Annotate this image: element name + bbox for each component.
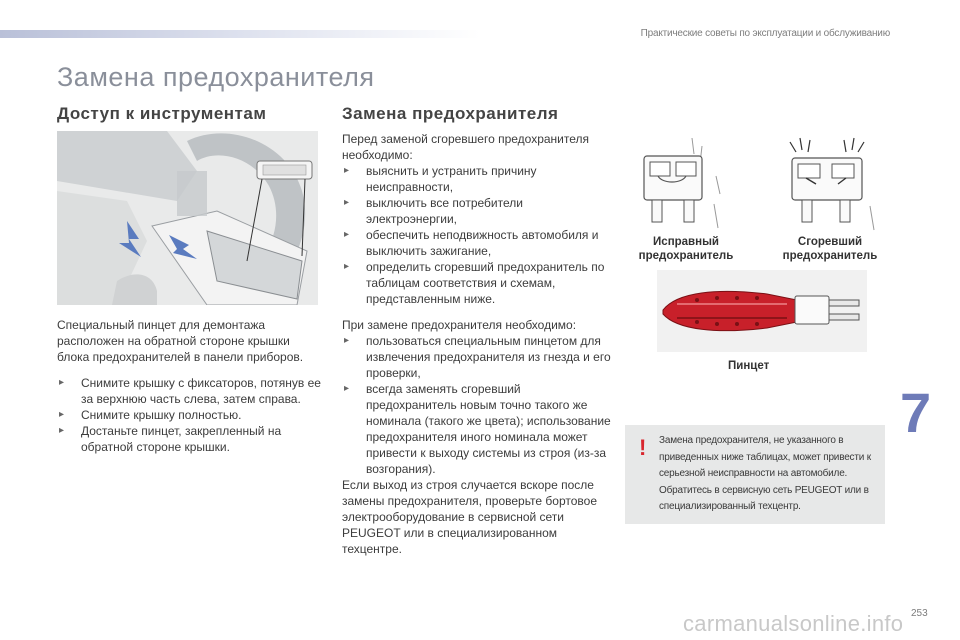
warning-text: Замена предохранителя, не указанного в приведенных ниже таблицах, может привести к серьезной неисправности на автомобиле. Обратитесь в сервисную сеть PEUGEOT или в специализированный техцентр. — [659, 435, 871, 512]
replacement-steps — [342, 333, 612, 477]
warning-box — [625, 425, 885, 524]
watermark: carmanualsonline.info — [683, 611, 904, 636]
page-title: Замена предохранителя — [57, 62, 375, 92]
list-item: ▸ выяснить и устранить причину неисправности, — [342, 163, 612, 195]
tweezer-label: Пинцет — [728, 360, 770, 372]
blown-fuse-label: Сгоревший предохранитель — [782, 236, 878, 262]
list-item: ▸ обеспечить неподвижность автомобиля и выключить зажигание, — [342, 227, 612, 259]
list-item: ▸ выключить все потребители электроэнергии, — [342, 195, 612, 227]
closing-text: Если выход из строя случается вскоре после замены предохранителя, проверьте бортовое электрооборудование в сервисной сети PEUGEOT или в специализированном техцентре. — [342, 478, 597, 556]
list-item: ▸ Снимите крышку с фиксаторов, потянув ее за верхнюю часть слева, затем справа. — [57, 375, 322, 407]
chapter-number: 7 — [900, 381, 932, 444]
fuse-tweezer-illustration — [657, 270, 867, 352]
page-number: 253 — [911, 608, 928, 619]
before-replacement-steps — [342, 163, 612, 307]
good-fuse-illustration — [632, 136, 740, 232]
section-heading-fuse-replacement: Замена предохранителя — [342, 104, 559, 123]
running-head: Практические советы по эксплуатации и обслуживанию — [640, 28, 890, 39]
replacement-intro: При замене предохранителя необходимо: — [342, 318, 577, 332]
dashboard-illustration — [57, 131, 318, 305]
header-gradient-bar — [0, 30, 480, 38]
section-heading-tool-access: Доступ к инструментам — [57, 104, 267, 123]
tool-location-text: Специальный пинцет для демонтажа расположен на обратной стороне крышки блока предохранителей в панели приборов. — [57, 318, 304, 364]
list-item: ▸ пользоваться специальным пинцетом для извлечения предохранителя из гнезда и его проверки, — [342, 333, 612, 381]
list-item: ▸ определить сгоревший предохранитель по таблицам соответствия и схемам, представленным ниже. — [342, 259, 612, 307]
tool-access-steps — [57, 375, 322, 455]
list-item: ▸ Снимите крышку полностью. — [57, 407, 322, 423]
blown-fuse-illustration — [782, 136, 882, 232]
before-replacement-intro: Перед заменой сгоревшего предохранителя необходимо: — [342, 132, 590, 162]
list-item: ▸ всегда заменять сгоревший предохранитель новым точно такого же номинала (такого же цвета); использование предохранителя иного номинала может привести к выходу системы из строя (из-за возгорания). — [342, 381, 612, 477]
list-item: ▸ Достаньте пинцет, закрепленный на обратной стороне крышки. — [57, 423, 322, 455]
good-fuse-label: Исправный предохранитель — [638, 236, 734, 262]
exclamation-icon: ! — [639, 435, 647, 460]
